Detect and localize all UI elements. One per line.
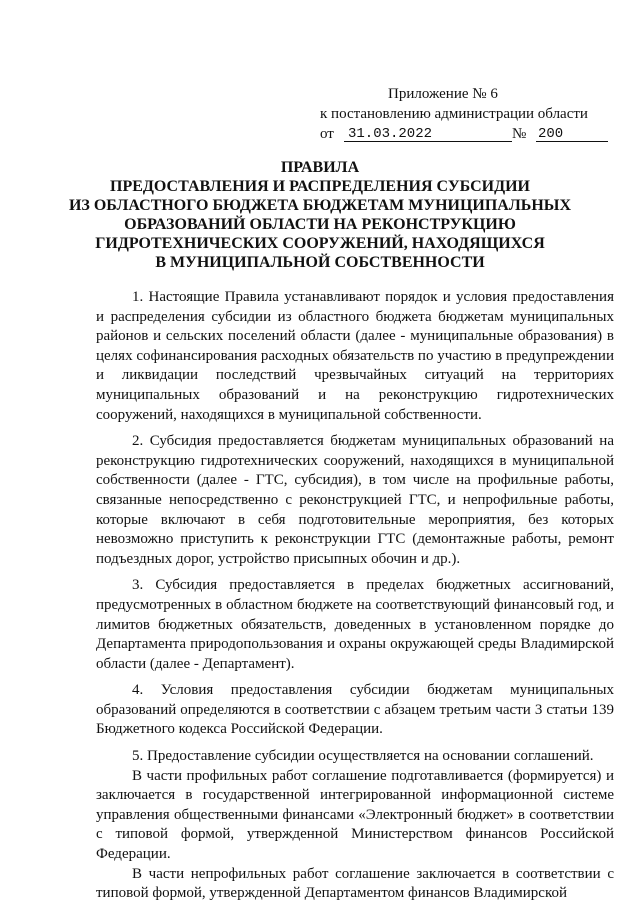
title-line: ИЗ ОБЛАСТНОГО БЮДЖЕТА БЮДЖЕТАМ МУНИЦИПАЛЬНЫХ xyxy=(68,197,572,214)
appendix-number: Приложение № 6 xyxy=(388,86,498,102)
document-body xyxy=(96,288,614,904)
document-title xyxy=(60,158,580,272)
title-line: В МУНИЦИПАЛЬНОЙ СОБСТВЕННОСТИ xyxy=(155,254,485,271)
appendix-reference: к постановлению администрации области xyxy=(320,106,588,122)
paragraph: 1. Настоящие Правила устанавливают порядок и условия предоставления и распределения субсидии из областного бюджета бюджетам муниципальных районов и сельских поселений области (далее - муниципальные образования) в целях софинансирования расходных обязательств по участию в предупреждении и ликвидации последствий чрезвычайных ситуаций на территориях муниципальных образований и на реконструкцию гидротехнических сооружений, находящихся в муниципальной собственности. xyxy=(96,289,614,423)
paragraph: 5. Предоставление субсидии осуществляется на основании соглашений. xyxy=(132,748,594,765)
appendix-header xyxy=(320,84,610,144)
number-prefix: № xyxy=(512,126,527,142)
paragraph: 3. Субсидия предоставляется в пределах бюджетных ассигнований, предусмотренных в областном бюджете на соответствующий финансовый год, и лимитов бюджетных обязательств, доведенных в установленном порядке до Департамента природопользования и охраны окружающей среды Владимирской области (далее - Департамент). xyxy=(96,577,614,672)
paragraph: В части профильных работ соглашение подготавливается (формируется) и заключается в государственной интегрированной информационной системе управления общественными финансами «Электронный бюджет» в соответствии с типовой формой, утвержденной Министерством финансов Российской Федерации. xyxy=(96,767,614,863)
date-prefix: от xyxy=(320,126,334,142)
resolution-date: 31.03.2022 xyxy=(344,124,512,142)
title-line: ОБРАЗОВАНИЙ ОБЛАСТИ НА РЕКОНСТРУКЦИЮ xyxy=(124,216,516,233)
resolution-number: 200 xyxy=(536,124,608,142)
title-line: ГИДРОТЕХНИЧЕСКИХ СООРУЖЕНИЙ, НАХОДЯЩИХСЯ xyxy=(95,235,545,252)
appendix-date-line xyxy=(320,124,610,144)
paragraph: 4. Условия предоставления субсидии бюджетам муниципальных образований определяются в соответствии с абзацем третьим части 3 статьи 139 Бюджетного кодекса Российской Федерации. xyxy=(96,682,614,738)
title-line: ПРАВИЛА xyxy=(280,159,360,176)
paragraph: В части непрофильных работ соглашение заключается в соответствии с типовой формой, утвержденной Департаментом финансов Владимирской xyxy=(96,865,614,902)
title-line: ПРЕДОСТАВЛЕНИЯ И РАСПРЕДЕЛЕНИЯ СУБСИДИИ xyxy=(110,178,530,195)
paragraph: 2. Субсидия предоставляется бюджетам муниципальных образований на реконструкцию гидротехнических сооружений, находящихся в муниципальной собственности (далее - ГТС, субсидия), в том числе на профильные работы, связанные непосредственно с реконструкцией ГТС, и непрофильные работы, которые включают в себя подготовительные мероприятия, без которых невозможно приступить к реконструкции ГТС (демонтажные работы, ремонт подъездных дорог, устройство присыпных обочин и др.). xyxy=(96,433,614,567)
